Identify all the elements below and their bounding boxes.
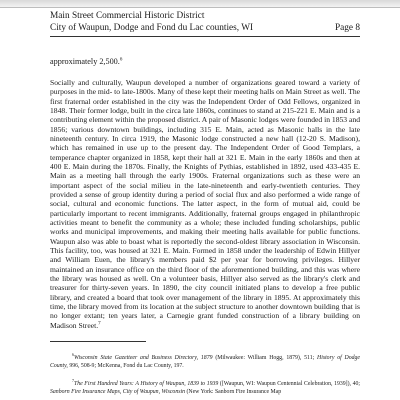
- footnote-ref[interactable]: 6: [119, 57, 123, 63]
- footnote-text: (Milwaukee: William Hogg, 1879), 511;: [215, 354, 315, 361]
- continued-sentence: approximately 2,500.: [50, 57, 120, 66]
- page-header: [50, 10, 360, 34]
- footnote-title: The First Hundred Years: A History of Waupun, 1839 to 1939: [74, 380, 219, 387]
- header-row: [50, 22, 360, 34]
- page-top-edge: [0, 0, 400, 8]
- continued-text: [50, 57, 122, 66]
- footnote-divider: [50, 341, 146, 342]
- footnote-number: 6: [72, 352, 74, 357]
- header-divider: [50, 36, 360, 37]
- footnote-number: 7: [72, 378, 74, 383]
- body-paragraph: [50, 78, 360, 330]
- footnote-ref[interactable]: 7: [98, 321, 101, 326]
- footnote-title: Wisconsin State Gazetteer and Business Directory, 1879: [74, 354, 213, 361]
- header-title: Main Street Commercial Historic District: [50, 11, 205, 21]
- footnote: [50, 351, 360, 370]
- paragraph-text: Socially and culturally, Waupun developed a number of organizations geared toward a variety of purposes in the mid- to late-1800s. Many of these kept their meeting halls on Main Street as well. The first fraternal order established in the city was the Independent Order of Odd Fellows, organized in 1848. Their former lodge, built in the circa late 1860s, continues to stand at 215-221 E. Main and is a contributing element within the proposed district. A pair of Masonic lodges were founded in 1853 and 1856; various downtown buildings, including 315 E. Main, acted as Masonic halls in the late nineteenth century. In circa 1919, the Masonic lodge constructed a new hall (12-20 S. Madison), which has remained in use up to the present day. The Independent Order of Good Templars, a temperance chapter organized in 1858, kept their hall at 321 E. Main in the early 1860s and then at 400 E. Main during the 1870s. Finally, the Knights of Pythias, established in 1892, used 433-435 E. Main as a meeting hall through the early 1900s. Fraternal organizations such as these were an important aspect of the social milieu in the late-nineteenth and early-twentieth centuries. They provided a sense of group identity during a period of social flux and also performed a wide range of social, cultural and economic functions. The latter aspect, in the form of mutual aid, could be particularly important to recent immigrants. Additionally, fraternal groups engaged in philanthropic activities meant to benefit the community as a whole; these included funding scholarships, public works and municipal improvements, and making their meeting halls available for public functions. Waupun also was able to boast what is reportedly the second-oldest library association in Wisconsin. This facility, too, was housed at 321 E. Main. Formed in 1858 under the leadership of Edwin Hillyer and William Euen, the library's members paid $2 per year for borrowing privileges. Hillyer maintained an insurance office on the third floor of the aforementioned building, and this was where the library was housed as well. On a volunteer basis, Hillyer also served as the library's clerk and treasurer for thirty-seven years. In 1890, the city council initiated plans to develop a free public library, and created a board that took over management of the library in 1895. At approximately this time, the library moved from its location at the subject structure to another downtown building that is no longer extant; ten years later, a Carnegie grant funded construction of a library building on Madison Street.: [50, 78, 360, 330]
- footnote-text: ([Waupun, WI: Waupun Centennial Celebration, 1939]), 40;: [219, 380, 360, 387]
- footnote-title: Sanborn Fire Insurance Maps, City of Waupun, Wisconsin: [50, 388, 185, 395]
- footnote-text: (New York: Sanborn Fire Insurance Map: [186, 388, 282, 395]
- page-number: Page 8: [334, 23, 360, 33]
- footnote: [50, 377, 360, 396]
- header-location: City of Waupun, Dodge and Fond du Lac counties, WI: [50, 23, 254, 33]
- footnote-title: History of Dodge County,: [50, 354, 360, 369]
- footnote-text: 996, 508-9; McKenna, Fond du Lac County, 197.: [69, 362, 184, 369]
